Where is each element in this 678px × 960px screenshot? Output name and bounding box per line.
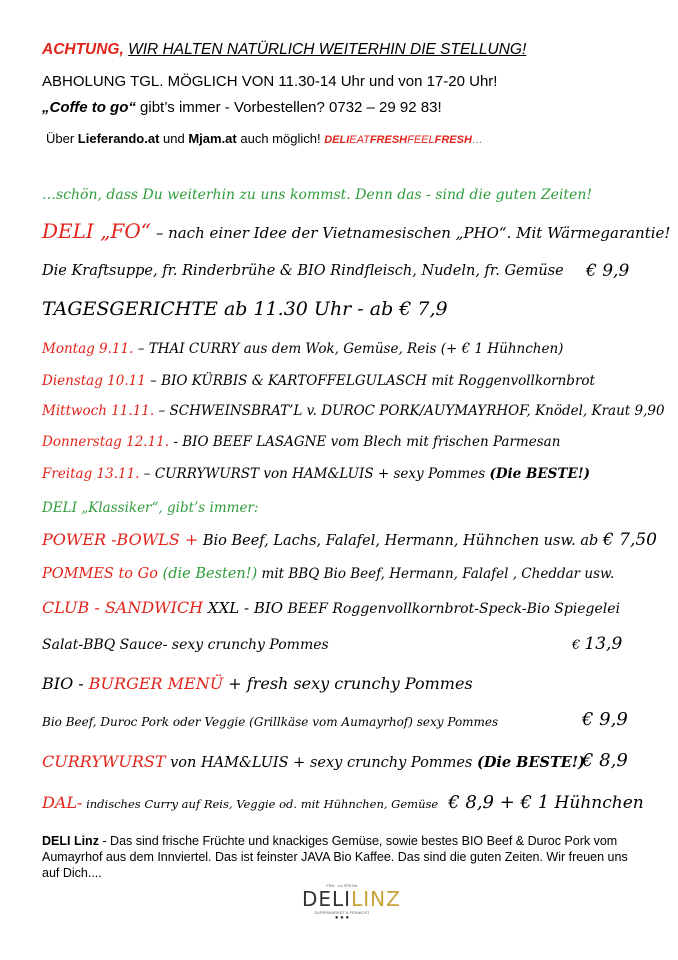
burger-pre: BIO - [42, 674, 89, 693]
day-label: Freitag 13.11. [42, 466, 140, 482]
ueber-text: Über [46, 131, 78, 146]
logo-name-a: DELI [302, 887, 352, 911]
pommes-line [42, 566, 614, 582]
coffee-name: „Coffe to go“ [42, 99, 136, 116]
day-label: Donnerstag 12.11. [42, 434, 170, 450]
bowls-desc: Bio Beef, Lachs, Falafel, Hermann, Hühnchen usw. ab [198, 533, 603, 549]
dish-extra: (Die BESTE!) [489, 466, 591, 482]
currywurst-brand: HAM&LUIS [200, 755, 289, 771]
currywurst-price: € 8,9 [582, 750, 628, 771]
burger-line [42, 674, 473, 693]
stellung-text: WIR HALTEN NATÜRLICH WEITERHIN DIE STELLUNG! [128, 41, 527, 58]
club-name: CLUB - SANDWICH [42, 598, 204, 617]
currywurst-von: von [165, 755, 201, 771]
fo-desc: – nach einer Idee der Vietnamesischen „PHO“. Mit Wärmegarantie! [151, 224, 671, 242]
klassiker-heading: DELI „Klassiker“, gibt’s immer: [42, 500, 259, 516]
tagesgerichte-heading: TAGESGERICHTE ab 11.30 Uhr - ab € 7,9 [42, 298, 448, 320]
mjam-link: Mjam.at [188, 131, 237, 146]
burger-name: BURGER MENÜ [88, 674, 224, 693]
currywurst-name: CURRYWURST [42, 752, 166, 771]
dish-desc: von HAM&LUIS + sexy Pommes [259, 466, 490, 482]
burger-price: € 9,9 [582, 709, 628, 730]
club-line [42, 598, 620, 617]
slogan [324, 134, 483, 146]
dish-name: - BIO BEEF LASAGNE [169, 434, 327, 450]
dish-desc: mit Roggenvollkornbrot [427, 373, 595, 389]
dish-name: – SCHWEINSBRAT’L [154, 403, 303, 419]
pommes-best: (die Besten!) [157, 566, 258, 582]
club-desc: BEEF Roggenvollkornbrot-Speck-Bio Spiegelei [283, 601, 621, 617]
dal-name: DAL- [42, 793, 83, 812]
day-friday [42, 466, 590, 482]
fo-soup: Die Kraftsuppe, fr. Rinderbrühe & BIO Rindfleisch, Nudeln, fr. Gemüse [42, 263, 564, 279]
coffee-text: gibt’s immer - Vorbestellen? 0732 – 29 92 83! [135, 99, 442, 116]
achtung-label: ACHTUNG, [42, 41, 124, 58]
slogan-fresh: FRESH [369, 134, 408, 146]
slogan-ellipsis: … [471, 134, 483, 146]
day-label: Mittwoch 11.11. [42, 403, 155, 419]
slogan-feel: FEEL [407, 134, 435, 146]
slogan-eat: EAT [349, 134, 370, 146]
dal-price: € 8,9 + € 1 [448, 792, 550, 813]
day-label: Dienstag 10.11 [42, 373, 146, 389]
und-text: und [159, 131, 189, 146]
club-xxl: XXL - BIO [203, 599, 284, 617]
currywurst-best: (Die BESTE!) [476, 754, 586, 771]
club-line-2: Salat-BBQ Sauce- sexy crunchy Pommes [42, 637, 329, 653]
deli-linz-logo [302, 883, 401, 921]
club-price-currency: € [572, 638, 585, 653]
dish-name: – BIO KÜRBIS & KARTOFFELGULASCH [145, 373, 428, 389]
burger-line-2: Bio Beef, Duroc Pork oder Veggie (Grillkäse vom Aumayrhof) sexy Pommes [42, 715, 499, 729]
lieferando-link: Lieferando.at [77, 131, 160, 146]
logo-top-text: FRA · LA SPEZIA [326, 883, 358, 888]
fo-title: DELI „FO“ [42, 219, 152, 243]
bowls-line [42, 530, 657, 550]
dish-name: – CURRYWURST [139, 466, 260, 482]
currywurst-rest: + sexy crunchy Pommes [288, 755, 477, 771]
dish-desc: v. DUROC PORK/AUYMAYRHOF, Knödel, Kraut 9,90 [302, 403, 665, 419]
intro-text: …schön, dass Du weiterhin zu uns kommst. Denn das - sind die guten Zeiten! [42, 187, 592, 203]
fo-price: € 9,9 [586, 261, 630, 281]
logo-name-b: LINZ [351, 887, 401, 911]
logo-name [302, 887, 401, 911]
logo-sub-text: SUPERMARKET & FEINKOST [314, 910, 370, 915]
dal-desc: indisches Curry auf Reis, Veggie od. mit Hühnchen, Gemüse [82, 797, 439, 811]
dal-line [42, 792, 644, 813]
dish-name: – THAI CURRY [133, 341, 240, 357]
day-monday [42, 341, 563, 357]
day-label: Montag 9.11. [42, 341, 134, 357]
header-line-3 [42, 99, 442, 116]
dish-desc: aus dem Wok, Gemüse, Reis (+ € 1 Hühnchen) [239, 341, 564, 357]
footer-body: - Das sind frische Früchte und knackiges Gemüse, sowie bestes BIO Beef & Duroc Pork vom Aumayrhof aus dem Innviertel. Das ist feinster JAVA Bio Kaffee. Das sind die guten Zeiten. Wir freuen uns auf Dich.... [42, 834, 628, 880]
club-price-value: 13,9 [584, 634, 623, 654]
bowls-price: € 7,50 [602, 530, 657, 550]
fo-line [42, 219, 670, 243]
club-price [572, 634, 622, 654]
pommes-name: POMMES to Go [42, 566, 158, 582]
dal-suffix: Hühnchen [549, 793, 644, 813]
currywurst-line [42, 752, 585, 771]
header-line-2: ABHOLUNG TGL. MÖGLICH VON 11.30-14 Uhr und von 17-20 Uhr! [42, 73, 498, 90]
pommes-desc: mit BBQ Bio Beef, Hermann, Falafel , Cheddar usw. [257, 566, 615, 582]
footer-text [42, 833, 647, 881]
auch-text: auch möglich! [236, 131, 325, 146]
slogan-fresh2: FRESH [434, 134, 472, 146]
dish-desc: vom Blech mit frischen Parmesan [326, 434, 561, 450]
day-tuesday [42, 373, 595, 389]
bowls-name: POWER -BOWLS + [42, 530, 199, 549]
header-line-4 [46, 131, 483, 146]
burger-rest: + fresh sexy crunchy Pommes [223, 674, 473, 693]
logo-social-icons: ● ● ● [334, 915, 350, 921]
header-line-1 [42, 41, 526, 59]
day-thursday [42, 434, 560, 450]
footer-brand: DELI Linz [42, 834, 99, 848]
day-wednesday [42, 403, 665, 419]
slogan-deli: DELI [324, 134, 350, 146]
